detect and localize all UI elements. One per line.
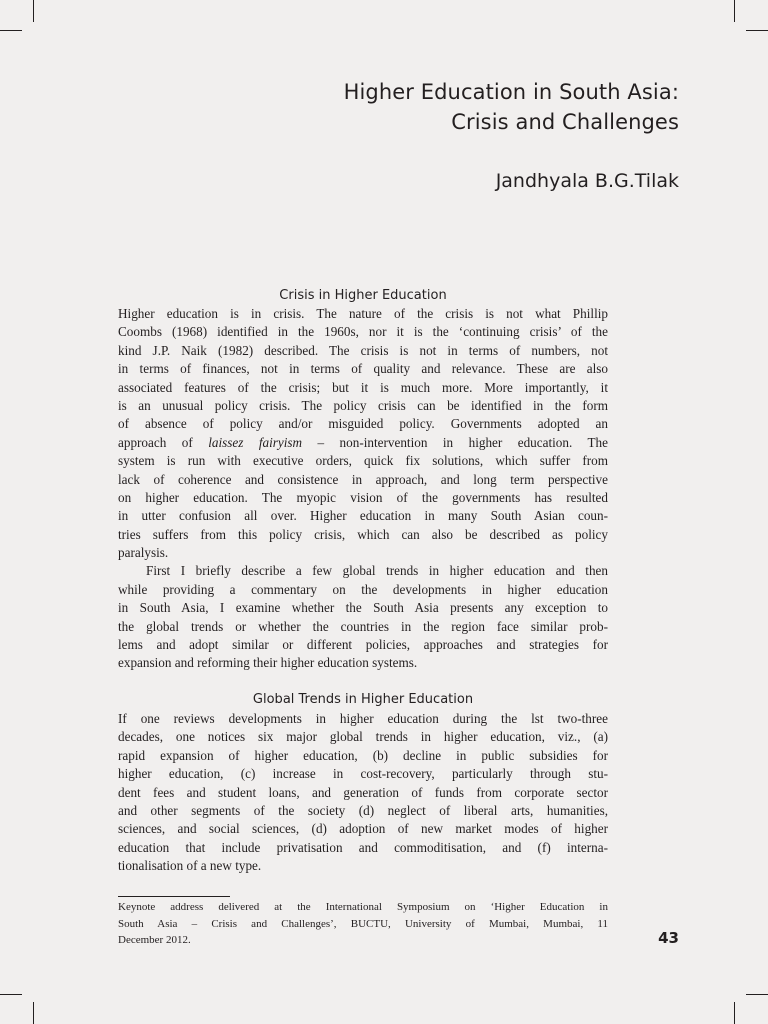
text-line xyxy=(118,434,608,452)
italic-term: laissez fairyism xyxy=(208,434,303,450)
text-line: sciences, and social sciences, (d) adoption of new market modes of higher xyxy=(118,821,608,837)
text-line: If one reviews developments in higher education during the lst two-three xyxy=(118,711,608,726)
text-line: tries suffers from this policy crisis, which can also be described as policy xyxy=(118,526,608,542)
paragraph-crisis xyxy=(118,305,608,673)
text-line: the global trends or whether the countries in the region face similar prob- xyxy=(118,618,608,634)
text-line: paralysis. xyxy=(118,545,169,561)
text-line: Coombs (1968) identified in the 1960s, nor it is the ‘continuing crisis’ of the xyxy=(118,324,608,340)
text-line: kind J.P. Naik (1982) described. The crisis is not in terms of numbers, not xyxy=(118,342,608,358)
text-line: education that include privatisation and commoditisation, and (f) interna- xyxy=(118,839,608,855)
text-line: lack of coherence and consistence in approach, and long term perspective xyxy=(118,471,608,487)
section-heading-crisis: Crisis in Higher Education xyxy=(279,288,447,303)
footnote-rule xyxy=(118,896,230,897)
text-line: while providing a commentary on the developments in higher education xyxy=(118,581,608,597)
text-line: in utter confusion all over. Higher education in many South Asian coun- xyxy=(118,508,608,524)
text-line: in terms of finances, not in terms of quality and relevance. These are also xyxy=(118,361,608,377)
crop-mark xyxy=(746,30,768,31)
article-title-line-1: Higher Education in South Asia: xyxy=(343,80,679,104)
crop-mark xyxy=(33,1002,34,1024)
article-title-line-2: Crisis and Challenges xyxy=(451,110,679,134)
footnote-line: December 2012. xyxy=(118,934,191,946)
text-line: decades, one notices six major global trends in higher education, viz., (a) xyxy=(118,729,608,745)
text-line: on higher education. The myopic vision of the governments has resulted xyxy=(118,489,608,505)
section-heading-global-trends: Global Trends in Higher Education xyxy=(252,692,474,707)
text-run: approach of xyxy=(118,434,209,450)
crop-mark xyxy=(734,1002,735,1024)
text-line: expansion and reforming their higher education systems. xyxy=(118,655,418,671)
text-line: associated features of the crisis; but it is much more. More importantly, it xyxy=(118,379,608,395)
crop-mark xyxy=(0,30,22,31)
page-number: 43 xyxy=(658,929,679,947)
text-line: dent fees and student loans, and generation of funds from corporate sector xyxy=(118,784,608,800)
footnote-line: Keynote address delivered at the International Symposium on ‘Higher Education in xyxy=(118,901,608,913)
crop-mark xyxy=(734,0,735,22)
footnote-line: South Asia – Crisis and Challenges’, BUCTU, University of Mumbai, Mumbai, 11 xyxy=(118,917,608,930)
text-line: in South Asia, I examine whether the South Asia presents any exception to xyxy=(118,600,608,616)
text-line: of absence of policy and/or misguided policy. Governments adopted an xyxy=(118,416,608,432)
text-line: rapid expansion of higher education, (b) decline in public subsidies for xyxy=(118,747,608,763)
text-line: lems and adopt similar or different policies, approaches and strategies for xyxy=(118,637,608,653)
text-line: system is run with executive orders, quick fix solutions, which suffer from xyxy=(118,453,608,469)
author-name: Jandhyala B.G.Tilak xyxy=(495,170,679,192)
text-line: First I briefly describe a few global trends in higher education and then xyxy=(146,563,608,579)
crop-mark xyxy=(0,994,22,995)
text-line: and other segments of the society (d) neglect of liberal arts, humanities, xyxy=(118,802,608,818)
footnote xyxy=(118,899,608,949)
text-line: Higher education is in crisis. The nature of the crisis is not what Phillip xyxy=(118,306,608,321)
text-line: is an unusual policy crisis. The policy crisis can be identified in the form xyxy=(118,397,608,413)
article-title xyxy=(159,77,679,137)
crop-mark xyxy=(746,994,768,995)
crop-mark xyxy=(33,0,34,22)
text-line: higher education, (c) increase in cost-recovery, particularly through stu- xyxy=(118,766,608,782)
text-run: – non-intervention in higher education. The xyxy=(302,434,608,450)
paragraph-global-trends xyxy=(118,710,608,876)
text-line: tionalisation of a new type. xyxy=(118,858,262,874)
